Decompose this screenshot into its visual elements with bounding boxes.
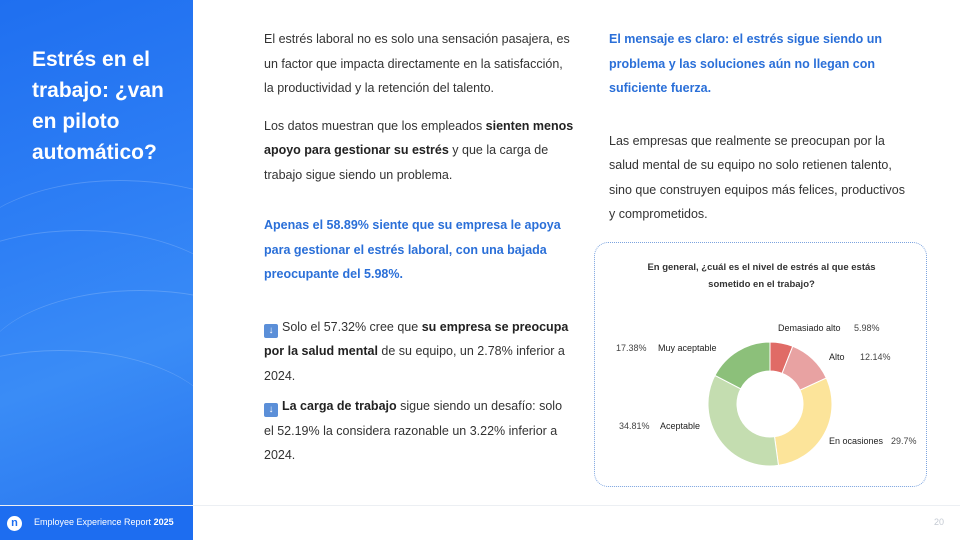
legend-label: En ocasiones	[829, 436, 884, 446]
right-column	[609, 27, 914, 227]
slice-en-ocasiones	[775, 378, 832, 465]
message-highlight: El mensaje es claro: el estrés sigue siendo un problema y las soluciones aún no llegan con suficiente fuerza.	[609, 32, 883, 95]
data-label: 5.98%	[854, 323, 880, 333]
intro-paragraph: El estrés laboral no es solo una sensación pasajera, es un factor que impacta directamente en la satisfacción, la productividad y la retención del talento.	[264, 32, 570, 95]
stress-chart-box	[594, 242, 927, 487]
sidebar-panel	[0, 0, 193, 505]
companies-paragraph: Las empresas que realmente se preocupan por la salud mental de su equipo no solo retienen talento, sino que construyen equipos más felices, productivos y comprometidos.	[609, 133, 905, 221]
donut-chart	[595, 243, 928, 488]
legend-label: Muy aceptable	[658, 343, 717, 353]
footer	[0, 505, 960, 540]
legend-label: Aceptable	[660, 421, 701, 431]
left-column	[264, 27, 574, 468]
data-label: 29.7%	[891, 436, 917, 446]
data-label: 17.38%	[616, 343, 647, 353]
page-title: Estrés en el trabajo: ¿van en piloto automático?	[32, 48, 164, 164]
data-paragraph: Los datos muestran que los empleados sienten menos apoyo para gestionar su estrés y que la carga de trabajo sigue siendo un problema.	[264, 118, 574, 182]
data-label: 12.14%	[860, 352, 891, 362]
slice-aceptable	[708, 375, 778, 466]
data-label: 34.81%	[619, 421, 650, 431]
chart-title: En general, ¿cuál es el nivel de estrés al que estás sometido en el trabajo?	[647, 262, 876, 290]
brand-logo: n	[7, 516, 22, 531]
legend-label: Alto	[829, 352, 845, 362]
decorative-wave	[0, 350, 193, 505]
footer-brand-bar	[0, 506, 193, 540]
legend-label: Demasiado alto	[778, 323, 841, 333]
report-name: Employee Experience Report 2025	[34, 517, 174, 527]
page-number: 20	[933, 517, 944, 527]
support-highlight: Apenas el 58.89% siente que su empresa le apoya para gestionar el estrés laboral, con una bajada preocupante del 5.98%.	[264, 218, 561, 281]
bullet-mental-health: ↓ Solo el 57.32% cree que su empresa se preocupa por la salud mental de su equipo, un 2.78% inferior a 2024.	[264, 319, 569, 383]
down-arrow-icon: ↓	[264, 324, 278, 338]
bullet-workload: ↓ La carga de trabajo sigue siendo un desafío: solo el 52.19% la considera razonable un 3.22% inferior a 2024.	[264, 399, 563, 462]
down-arrow-icon: ↓	[264, 403, 278, 417]
